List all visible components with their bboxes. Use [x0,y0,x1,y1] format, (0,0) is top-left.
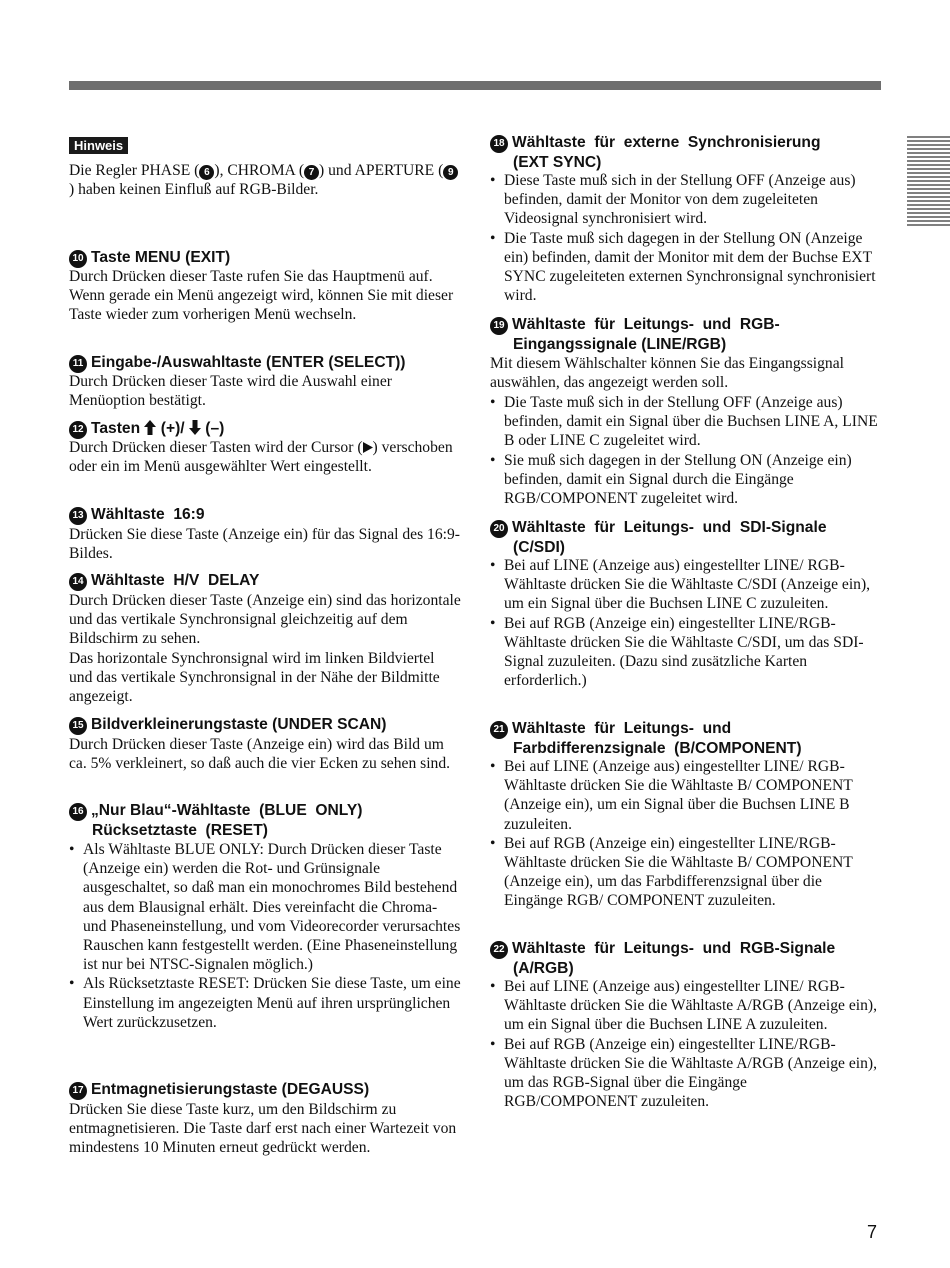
section-number-badge: 19 [490,317,508,335]
section-19-list [490,393,882,508]
section-17-body: Drücken Sie diese Taste kurz, um den Bildschirm zu entmagnetisieren. Die Taste darf erst nach einer Wartezeit von mindestens 10 Minuten erneut gedrückt werden. [69,1101,457,1157]
section-number-badge: 12 [69,421,87,439]
section-number-badge: 11 [69,355,87,373]
list-item: • Die Taste muß sich in der Stellung OFF (Anzeige aus) befinden, damit ein Signal über die Buchsen LINE A, LINE B oder LINE C zugeleitet wird. [490,393,882,451]
cursor-triangle-icon [363,442,373,453]
section-number-badge: 16 [69,803,87,821]
section-10-heading: 10 Taste MENU (EXIT) [69,248,230,268]
page-number: 7 [867,1222,878,1242]
list-item: • Bei auf RGB (Anzeige ein) eingestellter LINE/RGB-Wähltaste drücken Sie die Wähltaste A/RGB (Anzeige ein), um das RGB-Signal über die Eingänge RGB/COMPONENT zuzuleiten. [490,1035,882,1112]
list-item: • Als Rücksetztaste RESET: Drücken Sie diese Taste, um eine Einstellung im angezeigten Menü auf ihren ursprünglichen Wert zurückzusetzen. [69,974,461,1032]
list-item: • Als Wähltaste BLUE ONLY: Durch Drücken dieser Taste (Anzeige ein) werden die Rot- und Grünsignale ausgeschaltet, so daß man ein monochromes Bild bestehend aus dem Blausignal erhält. Dies vereinfacht die Chroma- und Phaseneinstellung, und vom Videorecorder verursachtes Rauschen kann festgestellt werden. (Eine Phaseneinstellung ist nur bei NTSC-Signalen möglich.) [69,840,461,974]
section-16-heading: 16 „Nur Blau“-Wähltaste (BLUE ONLY) Rücksetztaste (RESET) [69,801,362,840]
section-15-heading: 15 Bildverkleinerungstaste (UNDER SCAN) [69,715,386,735]
list-item: • Diese Taste muß sich in der Stellung OFF (Anzeige aus) befinden, damit der Monitor von dem zugeleiteten Videosignal synchronisiert wird. [490,171,882,229]
section-18-heading: 18 Wähltaste für externe Synchronisierung (EXT SYNC) [490,133,820,172]
section-14-body: Durch Drücken dieser Taste (Anzeige ein) sind das horizontale und das vertikale Synchronsignal gleichzeitig auf dem Bildschirm zu sehen. Das horizontale Synchronsignal wird im linken Bildviertel und das vertikale Synchronsignal in der Nähe der Bildmitte angezeigt. [69,592,461,706]
section-16-list [69,840,461,1032]
section-20-list [490,556,882,690]
arrow-up-icon [144,420,156,435]
note-text: Die Regler PHASE ( 6 ), CHROMA ( 7 ) und APERTURE ( 9) haben keinen Einfluß auf RGB-Bilder. [69,161,461,199]
section-13-body: Drücken Sie diese Taste (Anzeige ein) für das Signal des 16:9-Bildes. [69,526,460,563]
note-label: Hinweis [69,137,128,154]
inline-number-badge: 7 [304,165,319,180]
section-22-list [490,977,882,1111]
inline-number-badge: 6 [199,165,214,180]
section-number-badge: 15 [69,717,87,735]
list-item: • Sie muß sich dagegen in der Stellung ON (Anzeige ein) befinden, damit ein Signal durch die Eingänge RGB/COMPONENT zugeleitet wird. [490,451,882,509]
section-number-badge: 22 [490,941,508,959]
arrow-down-icon [189,420,201,435]
section-number-badge: 17 [69,1082,87,1100]
section-10-body: Durch Drücken dieser Taste rufen Sie das Hauptmenü auf. Wenn gerade ein Menü angezeigt wird, können Sie mit dieser Taste wieder zum vorherigen Menü wechseln. [69,268,454,324]
section-12-heading: 12 Tasten (+)/ (–) [69,419,224,439]
section-11-body: Durch Drücken dieser Taste wird die Auswahl einer Menüoption bestätigt. [69,373,392,410]
section-13-heading: 13 Wähltaste 16:9 [69,505,205,525]
section-14-heading: 14 Wähltaste H/V DELAY [69,571,259,591]
list-item: • Bei auf RGB (Anzeige ein) eingestellter LINE/RGB-Wähltaste drücken Sie die Wähltaste B/ COMPONENT (Anzeige ein), um das Farbdifferenzsignal über die Eingänge RGB/ COMPONENT zuzuleiten. [490,834,882,911]
section-11-heading: 11 Eingabe-/Auswahltaste (ENTER (SELECT)) [69,353,406,373]
section-18-list [490,171,882,305]
section-15-body: Durch Drücken dieser Taste (Anzeige ein) wird das Bild um ca. 5% verkleinert, so daß auch die vier Ecken zu sehen sind. [69,736,451,773]
inline-number-badge: 9 [443,165,458,180]
section-17-heading: 17 Entmagnetisierungstaste (DEGAUSS) [69,1080,369,1100]
section-number-badge: 20 [490,520,508,538]
section-number-badge: 10 [69,250,87,268]
section-21-list [490,757,882,911]
section-22-heading: 22 Wähltaste für Leitungs- und RGB-Signale (A/RGB) [490,939,835,978]
section-20-heading: 20 Wähltaste für Leitungs- und SDI-Signale (C/SDI) [490,518,827,557]
list-item: • Bei auf RGB (Anzeige ein) eingestellter LINE/RGB-Wähltaste drücken Sie die Wähltaste C/SDI, um das SDI-Signal zuzuleiten. (Dazu sind zusätzliche Karten erforderlich.) [490,614,882,691]
list-item: • Die Taste muß sich dagegen in der Stellung ON (Anzeige ein) befinden, damit der Monitor mit dem der Buchse EXT SYNC zugeleiteten externen Synchronsignal synchronisiert wird. [490,229,882,306]
top-rule [69,81,881,90]
section-number-badge: 13 [69,507,87,525]
section-number-badge: 21 [490,721,508,739]
section-12-body: Durch Drücken dieser Tasten wird der Cursor ( ) verschoben oder ein im Menü ausgewählter Wert eingestellt. [69,439,453,476]
list-item: • Bei auf LINE (Anzeige aus) eingestellter LINE/ RGB-Wähltaste drücken Sie die Wähltaste B/ COMPONENT (Anzeige ein), um ein Signal über die Buchsen LINE B zuzuleiten. [490,757,882,834]
section-21-heading: 21 Wähltaste für Leitungs- und Farbdifferenzsignale (B/COMPONENT) [490,719,802,758]
section-19-heading: 19 Wähltaste für Leitungs- und RGB- Eingangssignale (LINE/RGB) [490,315,780,354]
section-19-intro: Mit diesem Wählschalter können Sie das Eingangssignal auswählen, das angezeigt werden soll. [490,355,844,392]
list-item: • Bei auf LINE (Anzeige aus) eingestellter LINE/ RGB-Wähltaste drücken Sie die Wähltaste A/RGB (Anzeige ein), um ein Signal über die Buchsen LINE A zuzuleiten. [490,977,882,1035]
section-number-badge: 18 [490,135,508,153]
list-item: • Bei auf LINE (Anzeige aus) eingestellter LINE/ RGB-Wähltaste drücken Sie die Wähltaste C/SDI (Anzeige ein), um ein Signal über die Buchsen LINE C zuzuleiten. [490,556,882,614]
section-tab-marker [907,136,950,228]
section-number-badge: 14 [69,573,87,591]
